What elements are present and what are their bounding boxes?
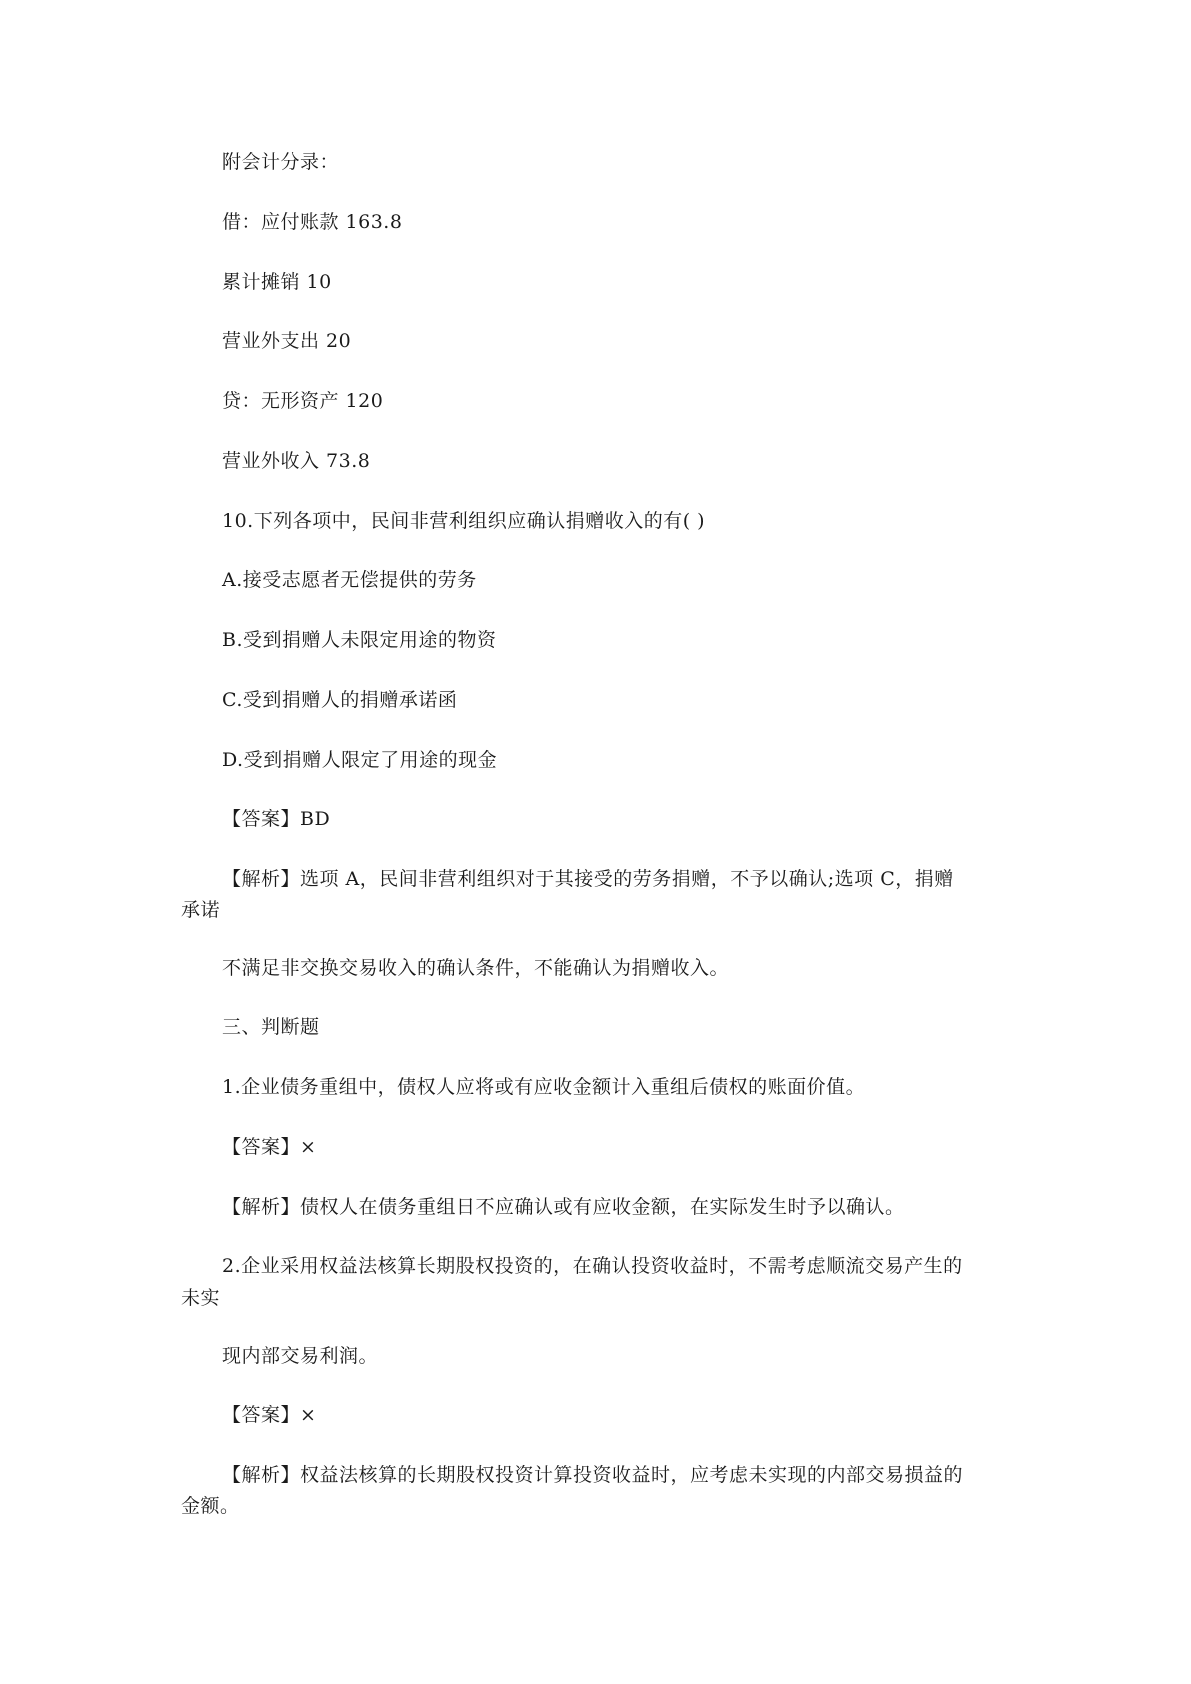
- answer-line: 【答案】×: [222, 1404, 317, 1426]
- question-text: 未实: [181, 1287, 221, 1309]
- option-b: B.受到捐赠人未限定用途的物资: [222, 629, 497, 651]
- option-c: C.受到捐赠人的捐赠承诺函: [222, 689, 458, 711]
- explanation-line: 金额。: [181, 1495, 240, 1517]
- text-line: 累计摊销 10: [222, 271, 332, 293]
- question-text: 2.企业采用权益法核算长期股权投资的，在确认投资收益时，不需考虑顺流交易产生的: [222, 1255, 963, 1277]
- question-text: 现内部交易利润。: [222, 1345, 379, 1367]
- question-text: 1.企业债务重组中，债权人应将或有应收金额计入重组后债权的账面价值。: [222, 1076, 866, 1098]
- question-text: 10.下列各项中，民间非营利组织应确认捐赠收入的有( ): [222, 510, 706, 532]
- option-d: D.受到捐赠人限定了用途的现金: [222, 749, 498, 771]
- option-a: A.接受志愿者无偿提供的劳务: [222, 569, 477, 591]
- text-line: 营业外收入 73.8: [222, 450, 371, 472]
- explanation-line: 【解析】债权人在债务重组日不应确认或有应收金额，在实际发生时予以确认。: [222, 1196, 905, 1218]
- text-line: 附会计分录：: [222, 151, 340, 173]
- answer-line: 【答案】×: [222, 1136, 317, 1158]
- explanation-line: 承诺: [181, 899, 221, 921]
- text-line: 贷：无形资产 120: [222, 390, 384, 412]
- text-line: 营业外支出 20: [222, 330, 352, 352]
- explanation-line: 【解析】选项 A，民间非营利组织对于其接受的劳务捐赠，不予以确认;选项 C，捐赠: [222, 868, 954, 890]
- text-line: 借：应付账款 163.8: [222, 211, 403, 233]
- section-heading: 三、判断题: [222, 1016, 320, 1038]
- answer-line: 【答案】BD: [222, 808, 331, 830]
- explanation-line: 不满足非交换交易收入的确认条件，不能确认为捐赠收入。: [222, 957, 730, 979]
- explanation-line: 【解析】权益法核算的长期股权投资计算投资收益时，应考虑未实现的内部交易损益的: [222, 1464, 964, 1486]
